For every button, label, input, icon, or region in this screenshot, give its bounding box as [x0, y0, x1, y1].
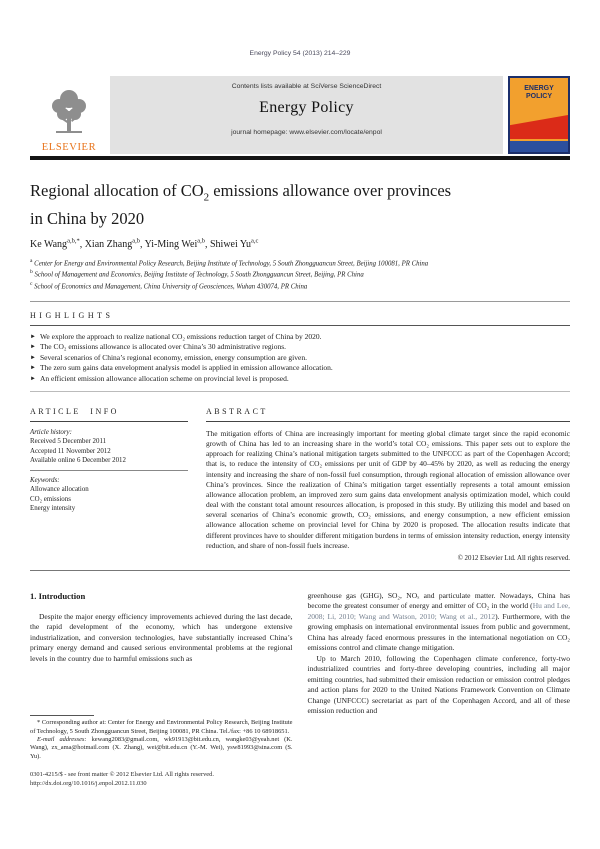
keyword-item: Energy intensity: [30, 505, 76, 513]
email-label: E-mail addresses:: [37, 735, 92, 743]
highlights-list: [30, 326, 570, 391]
affiliation-superscript: c: [30, 281, 33, 288]
author-superscript: a,b,*: [67, 237, 80, 245]
article-history-label: Article history:: [30, 428, 72, 436]
highlight-text: The CO₂ emissions allowance is allocated over China’s 30 administrative regions.: [39, 342, 287, 352]
history-available-online: Available online 6 December 2012: [30, 456, 126, 464]
bullet-arrow-icon: ►: [30, 354, 36, 361]
affiliation-superscript: a: [30, 257, 33, 264]
footnote-divider: [30, 715, 94, 716]
affiliation-line: [30, 257, 570, 269]
abstract-column: [206, 407, 570, 562]
affiliation-text: Center for Energy and Environmental Policy Research, Beijing Institute of Technology, 5 South Zhongguancun Street, Beijing 100081, PR China: [34, 259, 429, 267]
elsevier-tree-icon: [46, 87, 92, 141]
author-separator: ,: [79, 238, 85, 250]
cover-title-line1: ENERGY: [524, 85, 554, 92]
author-name: Yi-Ming Wei: [144, 238, 198, 250]
citation-link[interactable]: Hu and Lee, 2008; Li, 2010; Wang and Watson, 2010; Wang et al., 2012: [307, 601, 571, 621]
copyright-line: © 2012 Elsevier Ltd. All rights reserved.: [457, 554, 570, 562]
affiliation-line: [30, 280, 570, 292]
body-left-column: [30, 591, 293, 761]
title-text: Regional allocation of CO: [30, 181, 204, 200]
bullet-arrow-icon: ►: [30, 375, 36, 382]
journal-cover-thumbnail: [508, 76, 570, 154]
bullet-arrow-icon: ►: [30, 365, 36, 372]
cover-red-band: [510, 115, 568, 139]
keyword-item: CO₂ emissions: [30, 495, 71, 503]
sciencedirect-link[interactable]: SciVerse ScienceDirect: [310, 83, 382, 90]
history-accepted: Accepted 11 November 2012: [30, 447, 111, 455]
author-name: Shiwei Yu: [210, 238, 252, 250]
body-right-column: [308, 591, 571, 761]
contents-prefix-text: Contents lists available at: [231, 83, 311, 90]
affiliation-line: [30, 268, 570, 280]
author-list: [30, 237, 570, 249]
body-two-columns: [30, 591, 570, 761]
cover-title-line2: POLICY: [525, 92, 553, 100]
keywords-block: [30, 476, 188, 513]
highlight-item: [30, 342, 570, 352]
paragraph-text: ). Furthermore, with the growing emphasis on international environmental issues from public and government, China has already faced enormous pressures in the international negotiation on CO₂ emissions control and climate change mitigation.: [307, 611, 571, 653]
author-separator: ,: [205, 238, 210, 250]
affiliation-text: School of Economics and Management, China University of Geosciences, Wuhan 430074, PR China: [34, 283, 308, 291]
highlight-text: We explore the approach to realize national CO₂ emissions reduction target of China by 2020.: [39, 331, 322, 341]
email-addresses[interactable]: kewang2083@gmail.com, wk91913@bit.edu.cn, wangke03@yeah.net (K. Wang), zx_ama@hotmail.com (X. Zhang), wei@bit.edu.cn (Y.-M. Wei), ysw81993@sina.com (S. Yu).: [30, 735, 293, 760]
author: [30, 239, 80, 250]
author: [80, 239, 140, 250]
author-superscript: a,c: [251, 237, 259, 245]
article-history: [30, 428, 188, 465]
section-divider: [30, 301, 570, 302]
section-heading-introduction: 1. Introduction: [30, 590, 86, 601]
paragraph-text: greenhouse gas (GHG), SO₂, NOₓ and particulate matter. Nowadays, China has become the greatest consumer of energy and emitter of CO₂ in the world (: [307, 590, 570, 611]
corresponding-author-note: * Corresponding author at: Center for Energy and Environmental Policy Research, Beijing Institute of Technology, 5 South Zhongguancun Street, Beijing 100081, PR China. Tel./fax: +86 10 68918651.: [30, 719, 293, 735]
affiliation-text: School of Management and Economics, Beijing Institute of Technology, 5 South Zhongguancun Street, Beijing, PR China: [34, 271, 364, 279]
cover-title: [510, 85, 568, 100]
intro-paragraph-right-2: Up to March 2010, following the Copenhagen climate conference, forty-two industrialized countries and forty-three developing countries, including all major emitting countries, had submitted their emission reduction or emission control pledges and action plans for 2020 to the United Nations Framework Convention on Climate Change (UNFCCC) secretariat as part of the Copenhagen Accord, and all of these emission reduction and: [307, 653, 570, 716]
author-name: Ke Wang: [30, 238, 68, 250]
homepage-label: journal homepage:: [231, 129, 290, 136]
header-divider-bar: [30, 156, 570, 160]
contents-available-line: [110, 83, 503, 90]
affiliation-superscript: b: [30, 269, 33, 276]
title-text-cont: emissions allowance over provinces: [209, 181, 452, 200]
bullet-arrow-icon: ►: [30, 333, 36, 340]
article-info-abstract-block: [30, 407, 570, 571]
journal-header-banner: [30, 76, 570, 154]
author: [205, 239, 258, 250]
highlight-text: The zero sum gains data envelopment analysis model is applied in emission allowance allocation.: [39, 363, 333, 373]
journal-title: Energy Policy: [259, 99, 354, 116]
highlight-item: [30, 332, 570, 342]
journal-citation-line: Energy Policy 54 (2013) 214–229: [249, 50, 351, 57]
cover-blue-band: [510, 141, 568, 152]
elsevier-logo: [30, 76, 108, 154]
highlight-item: [30, 374, 570, 384]
footnote-block: [30, 715, 293, 760]
abstract-heading-rule: [206, 421, 570, 422]
banner-center-panel: [110, 76, 503, 154]
page-footer: [30, 770, 570, 788]
email-addresses-line: [30, 736, 293, 761]
issn-copyright-line: 0301-4215/$ - see front matter © 2012 Elsevier Ltd. All rights reserved.: [30, 770, 214, 778]
highlight-item: [30, 363, 570, 373]
journal-homepage-line: [110, 129, 503, 136]
author: [140, 239, 205, 250]
article-info-heading: ARTICLE INFO: [30, 406, 119, 416]
author-superscript: a,b: [197, 237, 205, 245]
intro-paragraph-right-1: [308, 591, 571, 654]
history-received: Received 5 December 2011: [30, 438, 107, 446]
article-title: [30, 180, 570, 229]
author-superscript: a,b: [132, 237, 140, 245]
author-separator: ,: [139, 238, 145, 250]
homepage-link[interactable]: www.elsevier.com/locate/enpol: [289, 129, 382, 136]
highlights-bottom-divider: [30, 391, 570, 392]
affiliation-list: [30, 257, 570, 292]
title-subscript: 2: [203, 191, 210, 204]
highlight-text: Several scenarios of China’s regional economy, emission, energy consumption are given.: [39, 352, 307, 362]
abstract-heading: ABSTRACT: [206, 406, 268, 416]
highlights-heading: HIGHLIGHTS: [30, 310, 114, 320]
article-info-divider: [30, 470, 188, 471]
highlight-item: [30, 353, 570, 363]
doi-link[interactable]: http://dx.doi.org/10.1016/j.enpol.2012.11.030: [30, 779, 147, 787]
abstract-text: The mitigation efforts of China are increasingly important for meeting global climate target since the rapid economic growth of China has led to an increasing share in the world’s total CO₂ emissions. This paper sets out to explore the approach for realizing China’s national mitigation targets submitted to the UNFCCC as part of the Copenhagen Accord; that is, to reduce the intensity of CO₂ emissions per unit of GDP by 40–45% by 2020, as well as reducing the energy intensity and increasing the share of non-fossil fuel consumption, through regional allocation of emission allowance over China’s provinces. Since the realization of China’s mitigation target essentially represents a total amount emission allowance allocation problem, an improved zero sum gains data envelopment analysis optimization model, which could deal with the constant total amount resources allocation, is proposed in this study. By utilizing this model and based on several scenarios of China’s economic growth, CO₂ emissions, and energy consumption, a new efficient emission allowance allocation scheme on provincial level for China by 2020 is proposed. The allocation results indicate that different provinces have to shoulder different mitigation burdens in terms of emission intensity reduction, energy intensity reduction, and share of non-fossil fuels increase.: [206, 428, 570, 550]
article-info-column: [30, 407, 188, 562]
highlight-text: An efficient emission allowance allocation scheme on provincial level is proposed.: [39, 373, 289, 383]
keyword-item: Allowance allocation: [30, 486, 89, 494]
article-info-heading-rule: [30, 421, 188, 422]
bullet-arrow-icon: ►: [30, 344, 36, 351]
author-name: Xian Zhang: [84, 238, 133, 250]
keywords-label: Keywords:: [30, 477, 60, 485]
elsevier-wordmark: ELSEVIER: [41, 142, 97, 153]
intro-paragraph-left: Despite the major energy efficiency improvements achieved during the last decade, the rapid development of the economy, which has undergone extensive industrialization, and conversion technologies, have substantially increased China’s primary energy demand and caused serious environmental problems at the regional levels in the country due to harmful emissions such as: [30, 611, 293, 663]
title-line2: in China by 2020: [30, 209, 145, 229]
